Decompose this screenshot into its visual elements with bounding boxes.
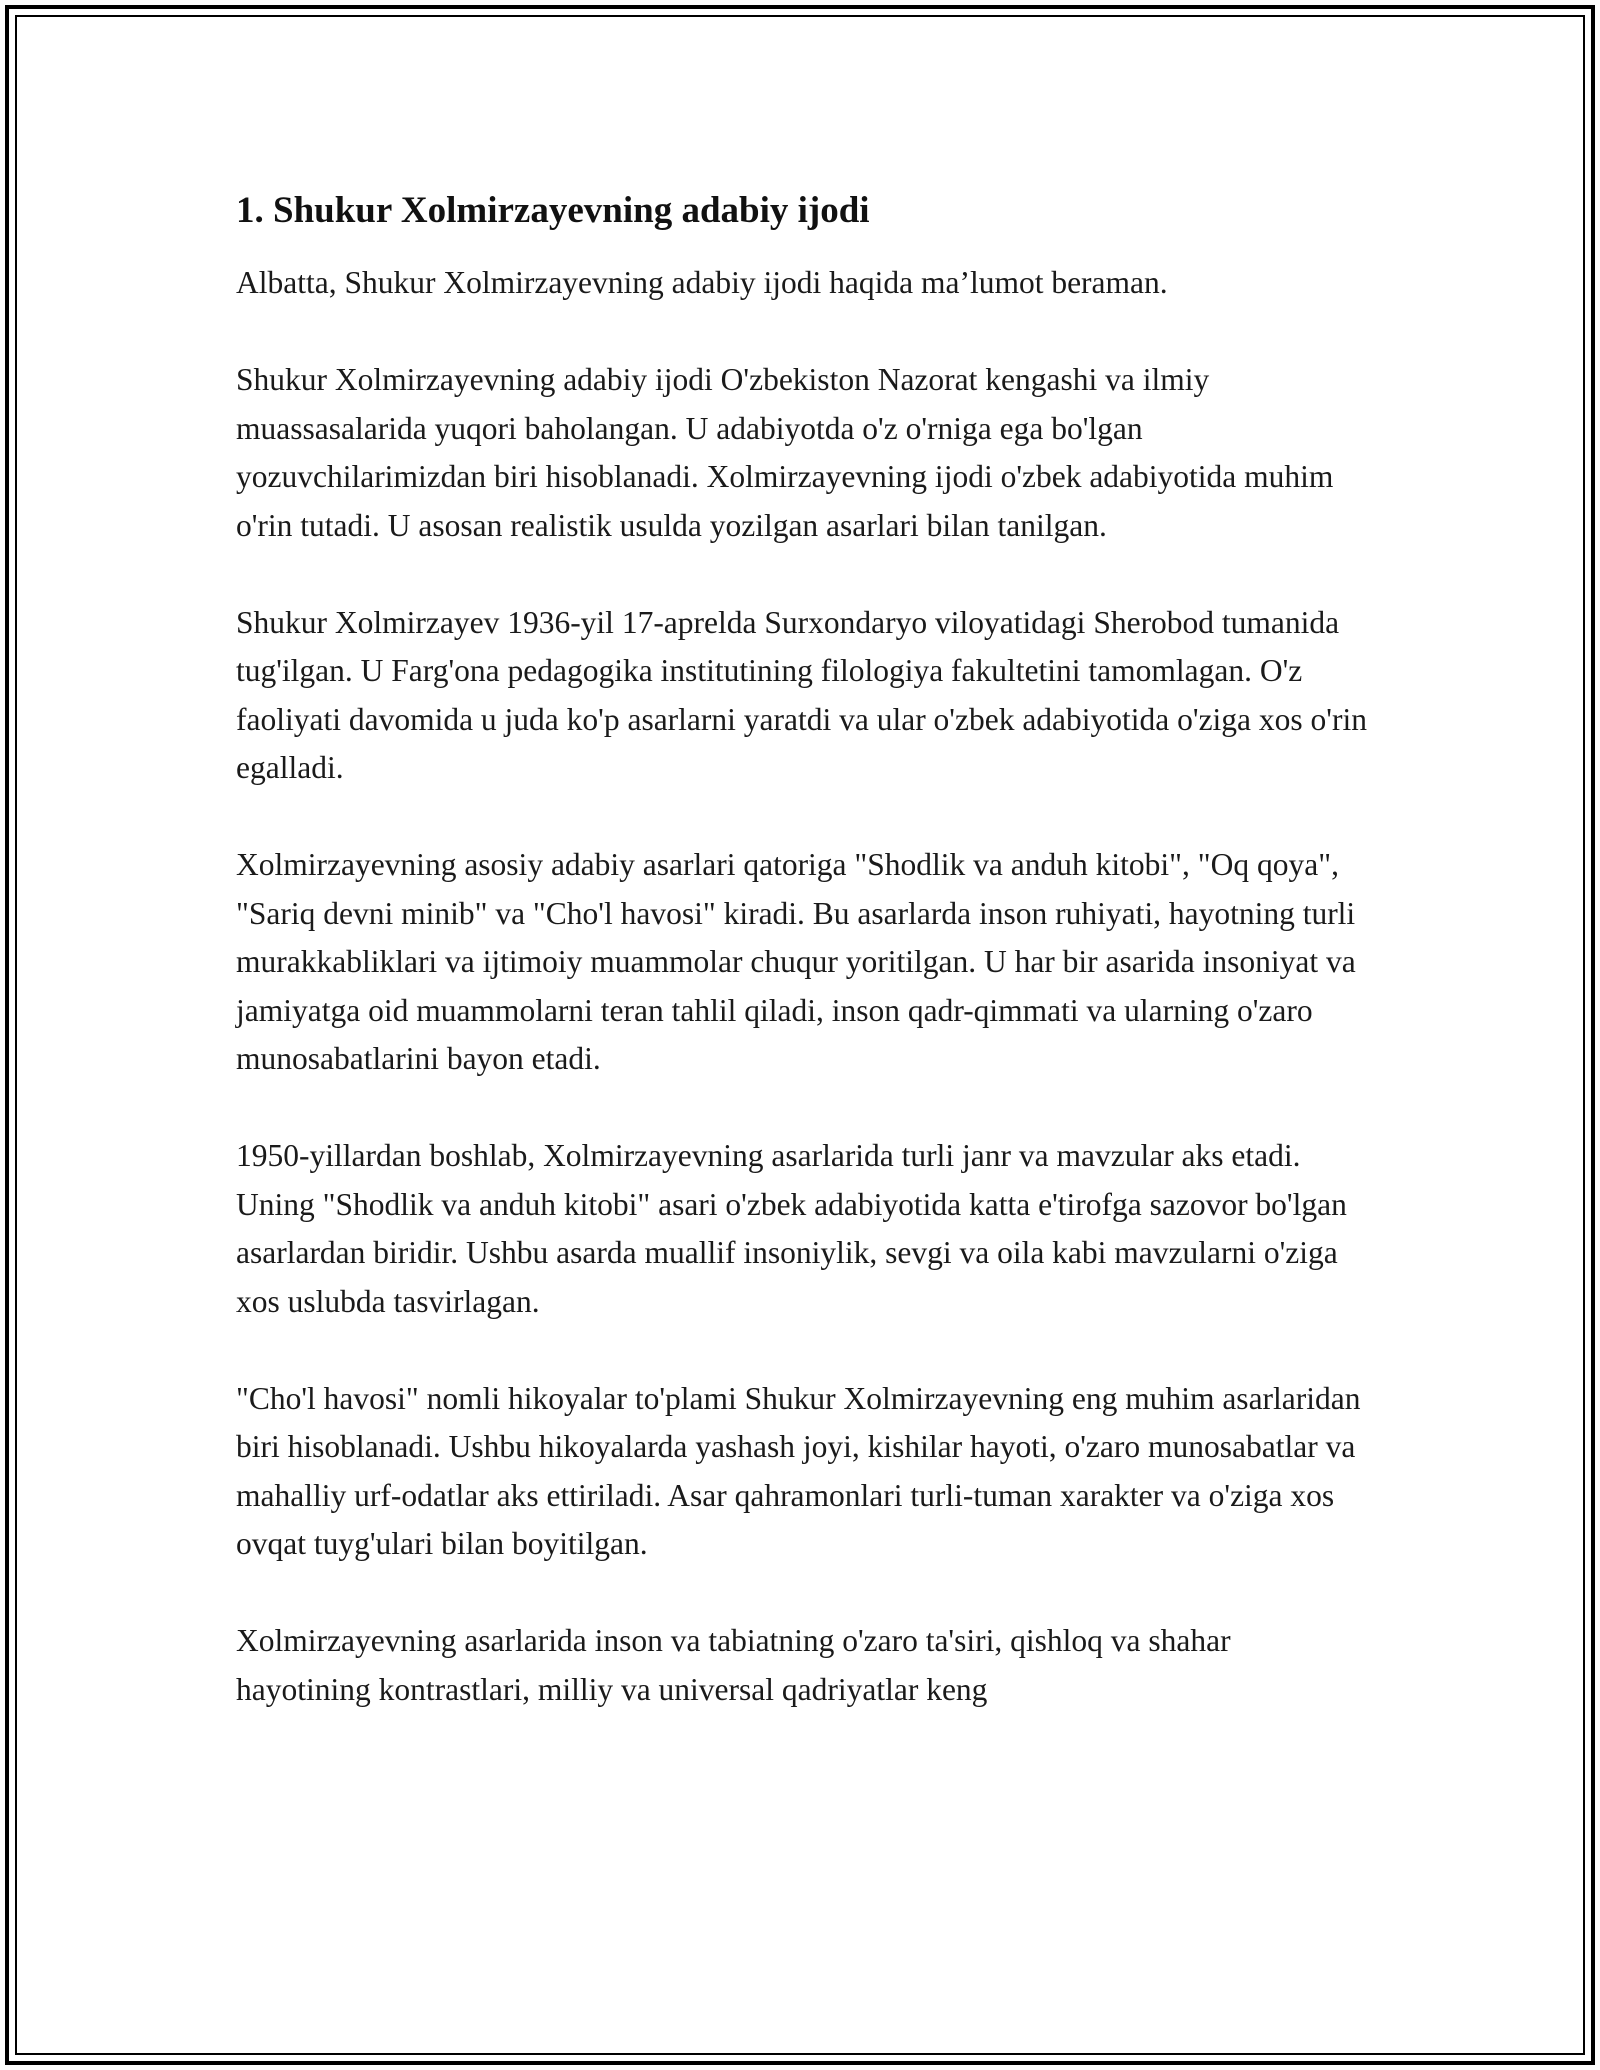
paragraph-genres: 1950-yillardan boshlab, Xolmirzayevning asarlarida turli janr va mavzular aks etadi. Uning "Shodlik va anduh kitobi" asari o'zbek adabiyotida katta e'tirofga sazovor bo'lgan asarlardan biridir. Ushbu asarda muallif insoniylik, sevgi va oila kabi mavzularni o'ziga xos uslubda tasvirlagan.	[236, 1138, 1347, 1319]
paragraph-main-works: Xolmirzayevning asosiy adabiy asarlari qatoriga "Shodlik va anduh kitobi", "Oq qoya", "Sariq devni minib" va "Cho'l havosi" kiradi. Bu asarlarda inson ruhiyati, hayotning turli murakkabliklari va ijtimoiy muammolar chuqur yoritilgan. U har bir asarida insoniyat va jamiyatga oid muammolarni teran tahlil qiladi, inson qadr-qimmati va ularning o'zaro munosabatlarini bayon etadi.	[236, 847, 1356, 1076]
paragraph-overview: Shukur Xolmirzayevning adabiy ijodi O'zbekiston Nazorat kengashi va ilmiy muassasalarida yuqori baholangan. U adabiyotda o'z o'rniga ega bo'lgan yozuvchilarimizdan biri hisoblanadi. Xolmirzayevning ijodi o'zbek adabiyotida muhim o'rin tutadi. U asosan realistik usulda yozilgan asarlari bilan tanilgan.	[236, 362, 1334, 543]
paragraph-themes: Xolmirzayevning asarlarida inson va tabiatning o'zaro ta'siri, qishloq va shahar hayotining kontrastlari, milliy va universal qadriyatlar keng	[236, 1623, 1231, 1707]
paragraph-biography: Shukur Xolmirzayev 1936-yil 17-aprelda Surxondaryo viloyatidagi Sherobod tumanida tug'ilgan. U Farg'ona pedagogika institutining filologiya fakultetini tamomlagan. O'z faoliyati davomida u juda ko'p asarlarni yaratdi va ular o'zbek adabiyotida o'ziga xos o'rin egalladi.	[236, 604, 1367, 785]
paragraph-chol-havosi: "Cho'l havosi" nomli hikoyalar to'plami Shukur Xolmirzayevning eng muhim asarlaridan biri hisoblanadi. Ushbu hikoyalarda yashash joyi, kishilar hayoti, o'zaro munosabatlar va mahalliy urf-odatlar aks ettiriladi. Asar qahramonlari turli-tuman xarakter va o'ziga xos ovqat tuyg'ulari bilan boyitilgan.	[236, 1380, 1361, 1561]
document-title: 1. Shukur Xolmirzayevning adabiy ijodi	[236, 190, 870, 231]
document-body	[236, 187, 1372, 1763]
paragraph-intro: Albatta, Shukur Xolmirzayevning adabiy ijodi haqida ma’lumot beraman.	[236, 265, 1168, 300]
